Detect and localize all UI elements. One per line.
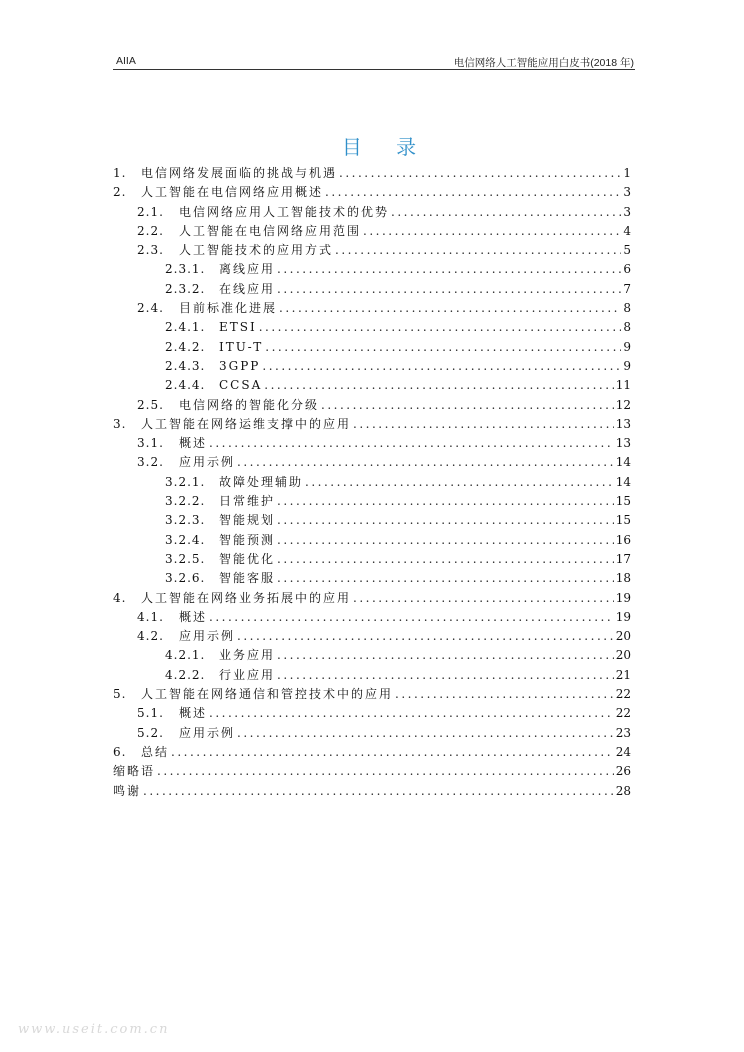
toc-entry-number: 2.4.4.	[165, 378, 206, 393]
toc-entry-number: 3.2.6.	[165, 571, 206, 586]
toc-entry-title: 应用示例	[179, 725, 236, 740]
toc-entry[interactable]	[113, 724, 631, 743]
toc-entry[interactable]	[113, 704, 631, 723]
toc-entry-title: ITU-T	[219, 339, 264, 354]
toc-entry[interactable]	[113, 492, 631, 511]
toc-entry-title: 离线应用	[219, 262, 276, 277]
toc-entry-number: 4.	[113, 590, 127, 605]
toc-entry-page: 4	[623, 223, 631, 238]
toc-entry[interactable]	[113, 511, 631, 530]
toc-entry-page: 24	[615, 744, 631, 759]
toc-entry-number: 2.	[113, 185, 127, 200]
toc-entry-title: 应用示例	[179, 629, 236, 644]
toc-entry-title: 人工智能在网络业务拓展中的应用	[141, 590, 352, 605]
toc-entry-title: CCSA	[219, 378, 263, 393]
toc-entry-page: 14	[615, 455, 631, 470]
toc-entry-number: 4.2.	[137, 629, 164, 644]
toc-entry-number: 5.2.	[137, 725, 164, 740]
toc-entry-number: 2.4.2.	[165, 339, 206, 354]
toc-entry-page: 20	[615, 629, 631, 644]
toc-entry[interactable]	[113, 685, 631, 704]
toc-dot-leader	[363, 222, 621, 241]
toc-entry-page: 7	[623, 281, 631, 296]
toc-entry-page: 12	[615, 397, 631, 412]
toc-entry-number: 3.2.5.	[165, 551, 206, 566]
toc-entry-page: 8	[623, 301, 631, 316]
toc-dot-leader	[277, 531, 614, 550]
toc-entry[interactable]	[113, 241, 631, 260]
toc-entry[interactable]	[113, 627, 631, 646]
toc-entry-title: 应用示例	[179, 455, 236, 470]
toc-entry-title: 人工智能在网络运维支撑中的应用	[141, 416, 352, 431]
toc-entry-title: 智能优化	[219, 551, 276, 566]
toc-entry-number: 3.2.1.	[165, 474, 206, 489]
toc-entry-number: 3.2.4.	[165, 532, 206, 547]
toc-entry-number: 2.4.1.	[165, 320, 206, 335]
toc-dot-leader	[237, 627, 614, 646]
toc-entry[interactable]	[113, 569, 631, 588]
toc-dot-leader	[157, 762, 614, 781]
toc-entry-number: 5.	[113, 687, 127, 702]
toc-entry[interactable]	[113, 531, 631, 550]
toc-entry-title: 鸣谢	[113, 783, 142, 798]
toc-entry-page: 20	[615, 648, 631, 663]
toc-entry-page: 17	[615, 551, 631, 566]
toc-entry-page: 8	[623, 320, 631, 335]
toc-dot-leader	[209, 704, 614, 723]
toc-entry-page: 9	[623, 339, 631, 354]
toc-dot-leader	[277, 511, 614, 530]
toc-entry-title: 智能预测	[219, 532, 276, 547]
toc-entry-page: 14	[615, 474, 631, 489]
toc-dot-leader	[277, 666, 614, 685]
toc-dot-leader	[391, 203, 621, 222]
toc-entry-number: 3.1.	[137, 436, 164, 451]
toc-entry-page: 16	[615, 532, 631, 547]
toc-entry-title: 电信网络发展面临的挑战与机遇	[141, 166, 338, 180]
toc-dot-leader	[277, 646, 614, 665]
toc-dot-leader	[209, 608, 614, 627]
toc-entry[interactable]	[113, 357, 631, 376]
toc-entry-page: 19	[615, 590, 631, 605]
toc-entry[interactable]	[113, 338, 631, 357]
toc-title: 目 录	[341, 135, 431, 159]
toc-entry-title: 行业应用	[219, 667, 276, 682]
toc-entry-title: 缩略语	[113, 764, 156, 779]
toc-dot-leader	[335, 241, 621, 260]
table-of-contents	[113, 164, 631, 801]
toc-entry-page: 18	[615, 571, 631, 586]
toc-entry-number: 3.2.	[137, 455, 164, 470]
toc-dot-leader	[277, 569, 614, 588]
toc-entry-number: 5.1.	[137, 706, 164, 721]
toc-entry-page: 23	[615, 725, 631, 740]
toc-dot-leader	[237, 724, 614, 743]
toc-entry[interactable]	[113, 453, 631, 472]
toc-entry-number: 3.2.2.	[165, 494, 206, 509]
toc-dot-leader	[143, 782, 614, 801]
toc-dot-leader	[264, 376, 613, 395]
toc-entry-page: 19	[615, 609, 631, 624]
toc-entry-page: 1	[623, 166, 631, 180]
toc-entry-title: 故障处理辅助	[219, 474, 304, 489]
toc-entry[interactable]	[113, 299, 631, 318]
toc-entry-number: 6.	[113, 744, 127, 759]
toc-entry[interactable]	[113, 782, 631, 801]
toc-dot-leader	[262, 357, 621, 376]
toc-entry-title: 概述	[179, 436, 208, 451]
toc-entry-number: 2.1.	[137, 204, 164, 219]
toc-entry[interactable]	[113, 396, 631, 415]
toc-entry[interactable]	[113, 743, 631, 762]
toc-dot-leader	[277, 492, 614, 511]
toc-entry-number: 3.2.3.	[165, 513, 206, 528]
toc-entry-page: 11	[615, 378, 631, 393]
toc-entry-number: 2.2.	[137, 223, 164, 238]
toc-entry-page: 3	[623, 204, 631, 219]
toc-dot-leader	[339, 164, 621, 183]
toc-entry-number: 1.	[113, 166, 127, 180]
toc-entry[interactable]	[113, 473, 631, 492]
toc-entry[interactable]	[113, 646, 631, 665]
toc-entry-page: 6	[623, 262, 631, 277]
toc-dot-leader	[321, 396, 614, 415]
toc-entry[interactable]	[113, 608, 631, 627]
header-org: AIIA	[116, 55, 136, 67]
toc-entry[interactable]	[113, 203, 631, 222]
toc-entry-title: 电信网络的智能化分级	[179, 397, 320, 412]
toc-entry-title: 日常维护	[219, 494, 276, 509]
toc-dot-leader	[325, 183, 621, 202]
toc-dot-leader	[277, 260, 621, 279]
toc-dot-leader	[237, 453, 614, 472]
toc-entry-title: 概述	[179, 706, 208, 721]
toc-entry[interactable]	[113, 762, 631, 781]
toc-entry-page: 13	[615, 436, 631, 451]
toc-entry-title: ETSI	[219, 320, 257, 335]
toc-entry-title: 智能规划	[219, 513, 276, 528]
toc-entry-page: 5	[623, 243, 631, 258]
toc-entry-title: 总结	[141, 744, 170, 759]
toc-entry-title: 人工智能技术的应用方式	[179, 243, 334, 258]
toc-entry-title: 人工智能在电信网络应用范围	[179, 223, 362, 238]
toc-dot-leader	[277, 280, 621, 299]
toc-entry-page: 28	[615, 783, 631, 798]
toc-entry-page: 3	[623, 185, 631, 200]
toc-entry-number: 2.3.2.	[165, 281, 206, 296]
toc-entry-title: 3GPP	[219, 358, 261, 373]
toc-dot-leader	[259, 318, 622, 337]
toc-entry-number: 4.2.2.	[165, 667, 206, 682]
toc-entry[interactable]	[113, 550, 631, 569]
toc-entry-number: 2.3.1.	[165, 262, 206, 277]
toc-entry-number: 3.	[113, 416, 127, 431]
toc-entry[interactable]	[113, 434, 631, 453]
toc-entry-title: 人工智能在网络通信和管控技术中的应用	[141, 687, 394, 702]
toc-entry-number: 4.2.1.	[165, 648, 206, 663]
toc-entry-title: 人工智能在电信网络应用概述	[141, 185, 324, 200]
toc-entry[interactable]	[113, 589, 631, 608]
toc-entry[interactable]	[113, 318, 631, 337]
toc-entry-page: 15	[615, 513, 631, 528]
toc-entry-title: 概述	[179, 609, 208, 624]
toc-entry[interactable]	[113, 376, 631, 395]
toc-entry[interactable]	[113, 280, 631, 299]
toc-entry-page: 22	[615, 687, 631, 702]
toc-dot-leader	[279, 299, 621, 318]
toc-entry-title: 目前标准化进展	[179, 301, 278, 316]
toc-dot-leader	[277, 550, 614, 569]
toc-entry-number: 2.3.	[137, 243, 164, 258]
toc-entry-title: 在线应用	[219, 281, 276, 296]
toc-entry[interactable]	[113, 260, 631, 279]
toc-entry-title: 电信网络应用人工智能技术的优势	[179, 204, 390, 219]
header-doc-title: 电信网络人工智能应用白皮书(2018 年)	[453, 57, 634, 69]
toc-entry-number: 2.4.3.	[165, 358, 206, 373]
toc-dot-leader	[395, 685, 614, 704]
toc-dot-leader	[305, 473, 614, 492]
toc-entry-number: 2.4.	[137, 301, 164, 316]
toc-entry-page: 22	[615, 706, 631, 721]
toc-dot-leader	[353, 415, 614, 434]
toc-entry[interactable]	[113, 415, 631, 434]
toc-dot-leader	[209, 434, 614, 453]
toc-entry-page: 21	[615, 667, 631, 682]
toc-entry-page: 13	[615, 416, 631, 431]
toc-entry-page: 9	[623, 358, 631, 373]
toc-entry-number: 4.1.	[137, 609, 164, 624]
toc-entry[interactable]	[113, 164, 631, 183]
toc-entry-title: 业务应用	[219, 648, 276, 663]
toc-entry-page: 15	[615, 494, 631, 509]
toc-dot-leader	[171, 743, 614, 762]
header-divider	[113, 69, 635, 70]
toc-dot-leader	[353, 589, 614, 608]
toc-dot-leader	[265, 338, 621, 357]
toc-entry[interactable]	[113, 222, 631, 241]
toc-entry[interactable]	[113, 183, 631, 202]
toc-entry[interactable]	[113, 666, 631, 685]
toc-entry-title: 智能客服	[219, 571, 276, 586]
toc-entry-page: 26	[615, 764, 631, 779]
watermark: www.useit.com.cn	[18, 1022, 170, 1037]
toc-entry-number: 2.5.	[137, 397, 164, 412]
